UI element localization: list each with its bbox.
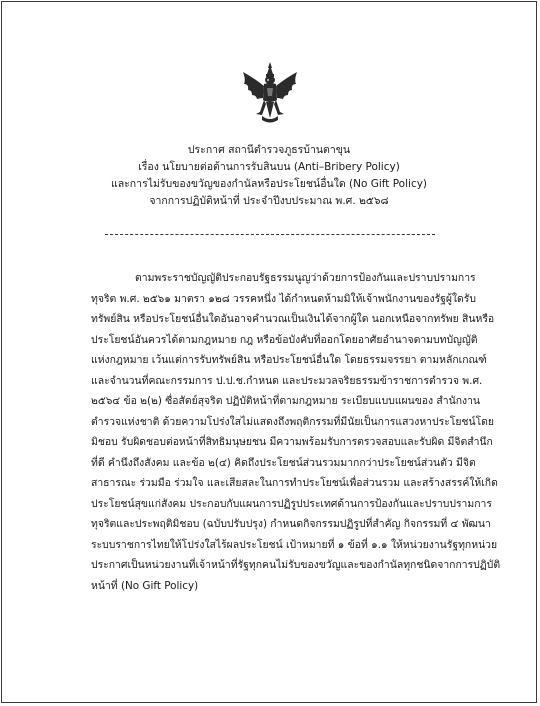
body-line: ทรัพย์สิน หรือประโยชน์อื่นใดอันอาจคำนวณเป็นเงินได้จากผู้ใด นอกเหนือจากทรัพย สินหรือ <box>91 313 495 325</box>
body-line: ทุจริตและประพฤติมิชอบ (ฉบับปรับปรุง) กำหนดกิจกรรมปฏิรูปที่สำคัญ กิจกรรมที่ ๔ พัฒนา <box>91 518 491 530</box>
body-line: สาธารณะ ร่วมมือ ร่วมใจ และเสียสละในการทำประโยชน์เพื่อส่วนรวม และสร้างสรรค์ให้เกิด <box>91 477 498 489</box>
body-line: ตามพระราชบัญญัติประกอบรัฐธรรมนูญว่าด้วยการป้องกันและปราบปรามการ <box>135 272 476 284</box>
garuda-emblem-icon <box>240 60 300 126</box>
body-line: ระบบราชการไทยให้โปร่งใสไร้ผลประโยชน์ เป้าหมายที่ ๑ ข้อที่ ๑.๑ ให้หน่วยงานรัฐทุกหน่วย <box>91 538 498 551</box>
body-line: หน้าที่ (No Gift Policy) <box>91 579 199 592</box>
body-line: ตำรวจแห่งชาติ ด้วยความโปร่งใสไม่แสดงถึงพฤติกรรมที่มีนัยเป็นการแสวงหาประโยชน์โดย <box>91 415 494 428</box>
body-line: ประโยชน์อันควรได้ตามกฎหมาย กฎ หรือข้อบังคับที่ออกโดยอาศัยอำนาจตามบทบัญญัติ <box>91 333 478 346</box>
body-line: มิชอบ รับผิดชอบต่อหน้าที่สิทธิมนุษยชน มีความพร้อมรับการตรวจสอบและรับผิด มีจิตสำนึก <box>91 436 493 448</box>
announcement-fiscal-year: จากการปฏิบัติหน้าที่ ประจำปีงบประมาณ พ.ศ. ๒๕๖๘ <box>149 195 389 207</box>
announcement-issuer: ประกาศ สถานีตำรวจภูธรบ้านตาขุน <box>187 144 351 156</box>
body-line: ที่ดี คำนึงถึงสังคม และข้อ ๒(๔) คิดถึงประโยชน์ส่วนรวมมากกว่าประโยชน์ส่วนตัว มีจิต <box>91 456 476 469</box>
announcement-subject-cont: และการไม่รับของขวัญของกำนัลหรือประโยชน์อื่นใด (No Gift Policy) <box>110 178 428 190</box>
document-page <box>1 1 537 703</box>
announcement-subject: เรื่อง นโยบายต่อต้านการรับสินบน (Anti–Bribery Policy) <box>138 161 400 173</box>
announcement-body <box>91 268 501 596</box>
body-line: ๒๕๖๔ ข้อ ๒(๒) ซื่อสัตย์สุจริต ปฏิบัติหน้าที่ตามกฎหมาย ระเบียบแบบแผนของ สำนักงาน <box>91 395 481 407</box>
body-line: และจำนวนที่คณะกรรมการ ป.ป.ช.กำหนด และประมวลจริยธรรมข้าราชการตำรวจ พ.ศ. <box>91 374 483 387</box>
body-line: ทุจริต พ.ศ. ๒๕๖๑ มาตรา ๑๒๘ วรรคหนึ่ง ได้กำหนดห้ามมิให้เจ้าพนักงานของรัฐผู้ใดรับ <box>91 292 476 305</box>
body-line: ประโยชน์สุขแก่สังคม ประกอบกับแผนการปฏิรูปประเทศด้านการป้องกันและปราบปรามการ <box>91 497 492 510</box>
announcement-header <box>2 142 536 210</box>
body-line: ประกาศเป็นหน่วยงานที่เจ้าหน้าที่รัฐทุกคนไม่รับของขวัญและของกำนัลทุกชนิดจากการปฏิบัติ <box>91 559 501 571</box>
body-line: แห่งกฎหมาย เว้นแต่การรับทรัพย์สิน หรือประโยชน์อื่นใด โดยธรรมจรรยา ตามหลักเกณฑ์ <box>91 354 487 366</box>
header-divider <box>105 234 435 235</box>
